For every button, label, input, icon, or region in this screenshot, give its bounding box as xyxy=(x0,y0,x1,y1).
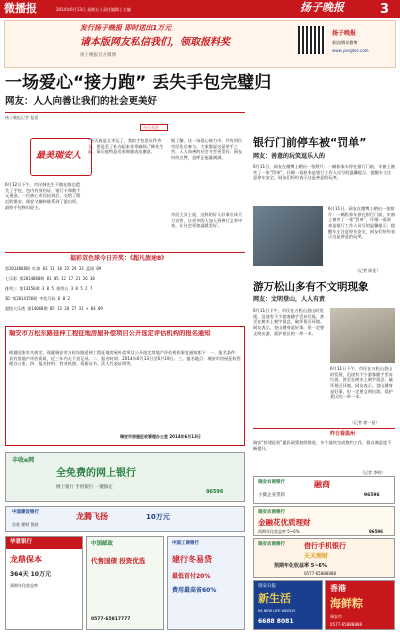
ad-bank1-tel: 96596 xyxy=(206,489,224,495)
banner-headline[interactable]: 请本版网友私信我们，领取报料奖 xyxy=(80,37,230,48)
ad-ad3-slogan: 建行冬易贷 xyxy=(172,555,212,564)
ad-bank2[interactable] xyxy=(5,506,245,532)
banner-subline: 扬子晚报官方微博 xyxy=(80,53,116,58)
ad-ad5-sub: 瑞安市 xyxy=(330,614,342,619)
lead-body-4: 市民王女士说，这样的好人好事应该大力宣传，让更多的人加入到善行义举中来，让社会更加温暖美好。 xyxy=(171,212,243,229)
lead-byline: 扬子晚报记者 报道 xyxy=(5,115,39,120)
ad-bank2-slogan: 龙腾飞扬 xyxy=(76,512,108,521)
lead-headline: 一场爱心“接力跑” 丢失手包完璧归 xyxy=(5,73,272,93)
story3-body: 6月11日下午，市民在万松山登山时发现，沿途有不少游客随手丢弃垃圾，甚至在树木上刻字留念，破坏景区环境。网友表示，登山健身是好事，但一定要文明出游，爱护景区的一草一木。 xyxy=(253,308,325,336)
ad-ad6-slogan: 金融花优质理财 xyxy=(258,518,311,527)
story3-title: 游万松山多有不文明现象 xyxy=(253,281,369,293)
story3-subtitle: 网友：文明登山，人人有责 xyxy=(253,296,326,303)
ad-ad2-name: 中国邮政 xyxy=(91,541,114,547)
lead-logo-text: 最美瑞安人 xyxy=(36,151,82,161)
ad-ad7-tel: 0577-65888888 xyxy=(304,571,336,576)
story4-rule xyxy=(253,428,395,429)
ad-ad1-name: 华意银行 xyxy=(10,539,33,545)
ad-ad8-slogan: 融商 xyxy=(314,480,330,489)
ad-bank1[interactable] xyxy=(5,452,245,502)
ad-ad5[interactable] xyxy=(325,580,395,630)
ad-ad4-sub: RA NEW LIFE WEEKLY xyxy=(258,609,296,613)
lottery-row-3: 排列三 第14156期 3 8 5 排列五 3 8 5 2 7 xyxy=(5,286,93,291)
lead-body-1: 6月12日下午，市民韩先生不慎在路边遗失了手包，包内有身份证、银行卡和数千元现金。一位热心市民捡到后，交给了附近的保安，保安又辗转联系到了派出所，最终手包物归原主。 xyxy=(5,182,81,210)
story4-author: （记者 李明） xyxy=(360,470,386,475)
ad-ad4-name: 瑞安日报 xyxy=(258,584,276,589)
lead-body-3: 据了解，这一场爱心接力中，共有四位市民先后参与，大家都说这是举手之劳，人人向善的社会才会更美好。网友纷纷点赞，直呼正能量满满。 xyxy=(171,138,243,161)
story4-title: 昨日看温州 xyxy=(330,431,356,437)
ad-ad5-name: 香港 xyxy=(330,584,346,593)
ad-bank2-name: 中国建设银行 xyxy=(12,510,39,515)
ad-ad3[interactable] xyxy=(167,536,245,630)
ad-bank2-sub: 存款 理财 贷款 xyxy=(12,522,39,527)
ad-ad7-name: 瑞安农商银行 xyxy=(258,542,285,547)
section-tag-label: 今日关注 xyxy=(143,125,159,130)
ad-ad5-slogan: 海鲜粽 xyxy=(330,597,363,610)
lead-body-2: “今天真是太幸运了，我的手包里证件齐全，要是丢了补办起来非常麻烦。”韩先生说，事后他特意送来锦旗表达谢意。 xyxy=(88,138,164,155)
ad-ad8[interactable] xyxy=(253,476,395,504)
ad-ad4-tel: 6688 8081 xyxy=(258,618,294,625)
weibo-sub: 新浪/腾讯微博 xyxy=(332,40,358,45)
ad-ad2-tel: 0577-65817777 xyxy=(91,617,131,622)
lottery-title: 福彩双色球今日开奖：《超凡旅途8》 xyxy=(70,255,168,262)
story2-title: 银行门前停车被“罚单” xyxy=(253,136,367,149)
ad-ad2-slogan: 代售国债 投资优选 xyxy=(91,557,146,565)
story4-body: 瑞安“拆建征收”惠民政策持续推进，多个地块完成签约工作，群众满意度不断提升。 xyxy=(253,440,392,451)
story3-author: （记者 徐一星） xyxy=(350,420,380,425)
ad-ad7[interactable] xyxy=(253,538,395,578)
ad-ad5-tel: 0577-65888888 xyxy=(330,622,362,627)
ad-ad1-sub: 到期年化收益率 xyxy=(10,583,38,588)
weibo-url[interactable]: www.yangtse.com xyxy=(332,48,369,53)
story2-body: 6月11日，网友在微博上晒出一张照片：一辆私家车停在银行门前，车窗上被夹了一张“罚单”，仔细一看原来是银行工作人员写的温馨提示，提醒车主注意停车安全，网友们纷纷表示这是善意的玩笑。 xyxy=(253,164,395,181)
ad-ad7-sub: 天天理财 xyxy=(304,553,329,560)
story2-author: （记者 陈佳） xyxy=(355,268,381,273)
ad-ad4-slogan: 新生活 xyxy=(258,592,291,605)
ad-bank1-name: 丰收e网 xyxy=(12,457,35,464)
story3-photo xyxy=(330,308,395,363)
ad-ad8-sub: 小微企业贷款 xyxy=(258,493,285,498)
ad-ad1[interactable] xyxy=(5,536,83,630)
lottery-row-2: 七乐彩 第2014068期 01 05 12 17 21 26 30 xyxy=(5,276,95,281)
ad-bank2-value: 10万元 xyxy=(146,513,170,521)
ad-ad7-sub2: 预期年化收益率 5~6% xyxy=(274,563,327,569)
ad-ad6-name: 瑞安农商银行 xyxy=(258,510,285,515)
ad-ad8-name: 瑞安农商银行 xyxy=(258,480,285,485)
ad-ad1-slogan: 龙鼎保本 xyxy=(10,555,42,564)
ad-bank1-sub: 网上银行 手机银行 一键搞定 xyxy=(56,485,113,490)
notice-title: 瑞安市万松东路延伸工程征地房屋补偿项目公开选定评估机构的报名通知 xyxy=(9,330,211,337)
notice-body: 根据国家有关规定，现就瑞安市万松东路延伸工程征地房屋补偿项目公开选定房地产评估机构事宜通知如下：一、报名条件：具有房地产评估资质，近三年内无不良记录。二、报名时间：2014年6月13日至6月19日。三、报名地点：瑞安市房屋征收管理办公室。四、报名材料：营业执照、资质证书、法人代表证明等。 xyxy=(9,350,241,367)
ad-ad3-sub: 最低首付20% xyxy=(172,573,211,580)
ad-ad8-tel: 96596 xyxy=(364,493,380,498)
ad-ad4[interactable] xyxy=(253,580,323,630)
ad-bank1-slogan: 全免费的网上银行 xyxy=(56,468,136,479)
ad-ad7-slogan: 借行手机银行 xyxy=(304,542,346,550)
story3-body-2: 6月11日下午，市民在万松山登山时发现，沿途有不少游客随手丢弃垃圾，甚至在树木上刻字留念，破坏景区环境。网友表示，登山健身是好事，但一定要文明出游，爱护景区的一草一木。 xyxy=(330,366,393,400)
lead-subhead: 网友：人人向善让我们的社会更美好 xyxy=(5,96,158,107)
page-number: 3 xyxy=(380,2,390,17)
lead-rule xyxy=(5,112,245,113)
story2-body-2: 6月11日，网友在微博上晒出一张照片：一辆私家车停在银行门前，车窗上被夹了一张“罚单”，仔细一看原来是银行工作人员写的温馨提示，提醒车主注意停车安全，网友们纷纷表示这是善意的玩笑。 xyxy=(328,206,395,240)
date-line: 2014年6月13日 星期五 | 责任编辑 | 主编 xyxy=(56,7,131,12)
paper-name: 扬子晚报 xyxy=(300,1,344,14)
lottery-row-1: 第2014068期 红球 03 11 18 22 29 33 蓝球 09 xyxy=(5,266,102,271)
banner-slogan: 发行扬子晚报 即时送出1万元 xyxy=(80,24,172,32)
ad-ad6-tel: 96596 xyxy=(369,529,383,534)
ad-ad6[interactable] xyxy=(253,506,395,536)
lottery-row-4: 3D 第2014156期 中奖号码 6 0 2 xyxy=(5,296,70,301)
notice-sign: 瑞安市房屋征收管理办公室 2014年6月13日 xyxy=(120,434,201,439)
weibo-name: 扬子晚报 xyxy=(332,30,357,37)
ad-ad6-sub: 预期年化收益率 5~6% xyxy=(258,529,300,534)
weibo-qr[interactable] xyxy=(298,26,326,54)
ad-ad2[interactable] xyxy=(86,536,164,630)
section-title: 微播报 xyxy=(4,2,37,15)
ad-ad3-sub2: 费用最高省60% xyxy=(172,587,217,594)
lottery-row-5: 超级大乐透 第14068期 05 13 20 27 31 + 04 09 xyxy=(5,306,103,311)
ad-ad3-name: 中国工商银行 xyxy=(172,541,199,546)
story2-subtitle: 网友：善意的玩笑逗乐人的 xyxy=(253,153,326,160)
story2-photo xyxy=(253,206,323,266)
ad-ad1-value: 364天 10万元 xyxy=(10,571,51,578)
